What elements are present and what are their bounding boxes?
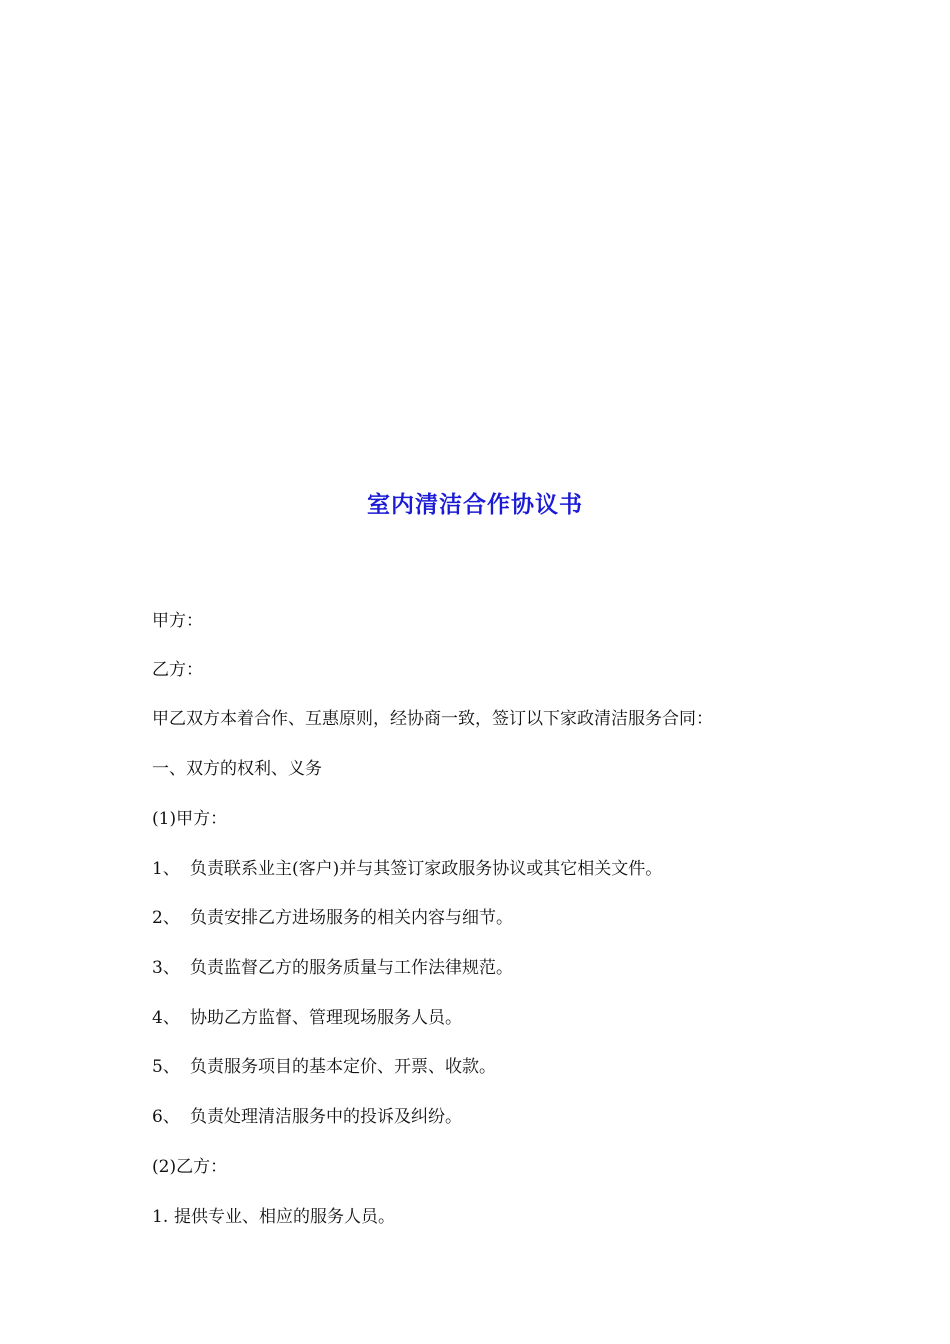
list-item	[152, 1106, 462, 1128]
party-b-subheading: (2)乙方：	[152, 1157, 228, 1177]
list-item	[152, 1007, 462, 1029]
list-item-text: 提供专业、相应的服务人员。	[174, 1207, 395, 1227]
list-item	[152, 957, 513, 979]
list-item	[152, 1206, 395, 1228]
list-item	[152, 858, 662, 880]
list-item-text: 协助乙方监督、管理现场服务人员。	[190, 1008, 462, 1028]
list-item-number: 2、	[152, 908, 180, 928]
list-item-number: 4、	[152, 1008, 180, 1028]
document-title: 室内清洁合作协议书	[367, 491, 583, 518]
list-item-number: 1.	[152, 1207, 169, 1227]
party-a-subheading: (1)甲方：	[152, 809, 228, 829]
list-item	[152, 1056, 496, 1078]
list-item-text: 负责服务项目的基本定价、开票、收款。	[190, 1057, 496, 1077]
list-item-text: 负责监督乙方的服务质量与工作法律规范。	[190, 958, 513, 978]
list-item-number: 6、	[152, 1107, 180, 1127]
list-item-number: 5、	[152, 1057, 180, 1077]
list-item-number: 1、	[152, 859, 180, 879]
party-a-label: 甲方：	[152, 611, 203, 631]
list-item-text: 负责安排乙方进场服务的相关内容与细节。	[190, 908, 513, 928]
list-item-text: 负责处理清洁服务中的投诉及纠纷。	[190, 1107, 462, 1127]
list-item-number: 3、	[152, 958, 180, 978]
intro-paragraph: 甲乙双方本着合作、互惠原则，经协商一致，签订以下家政清洁服务合同：	[152, 709, 713, 729]
list-item	[152, 907, 513, 929]
party-b-label: 乙方：	[152, 660, 203, 680]
list-item-text: 负责联系业主(客户)并与其签订家政服务协议或其它相关文件。	[190, 859, 663, 879]
section-heading-rights-duties: 一、双方的权利、义务	[152, 759, 322, 779]
